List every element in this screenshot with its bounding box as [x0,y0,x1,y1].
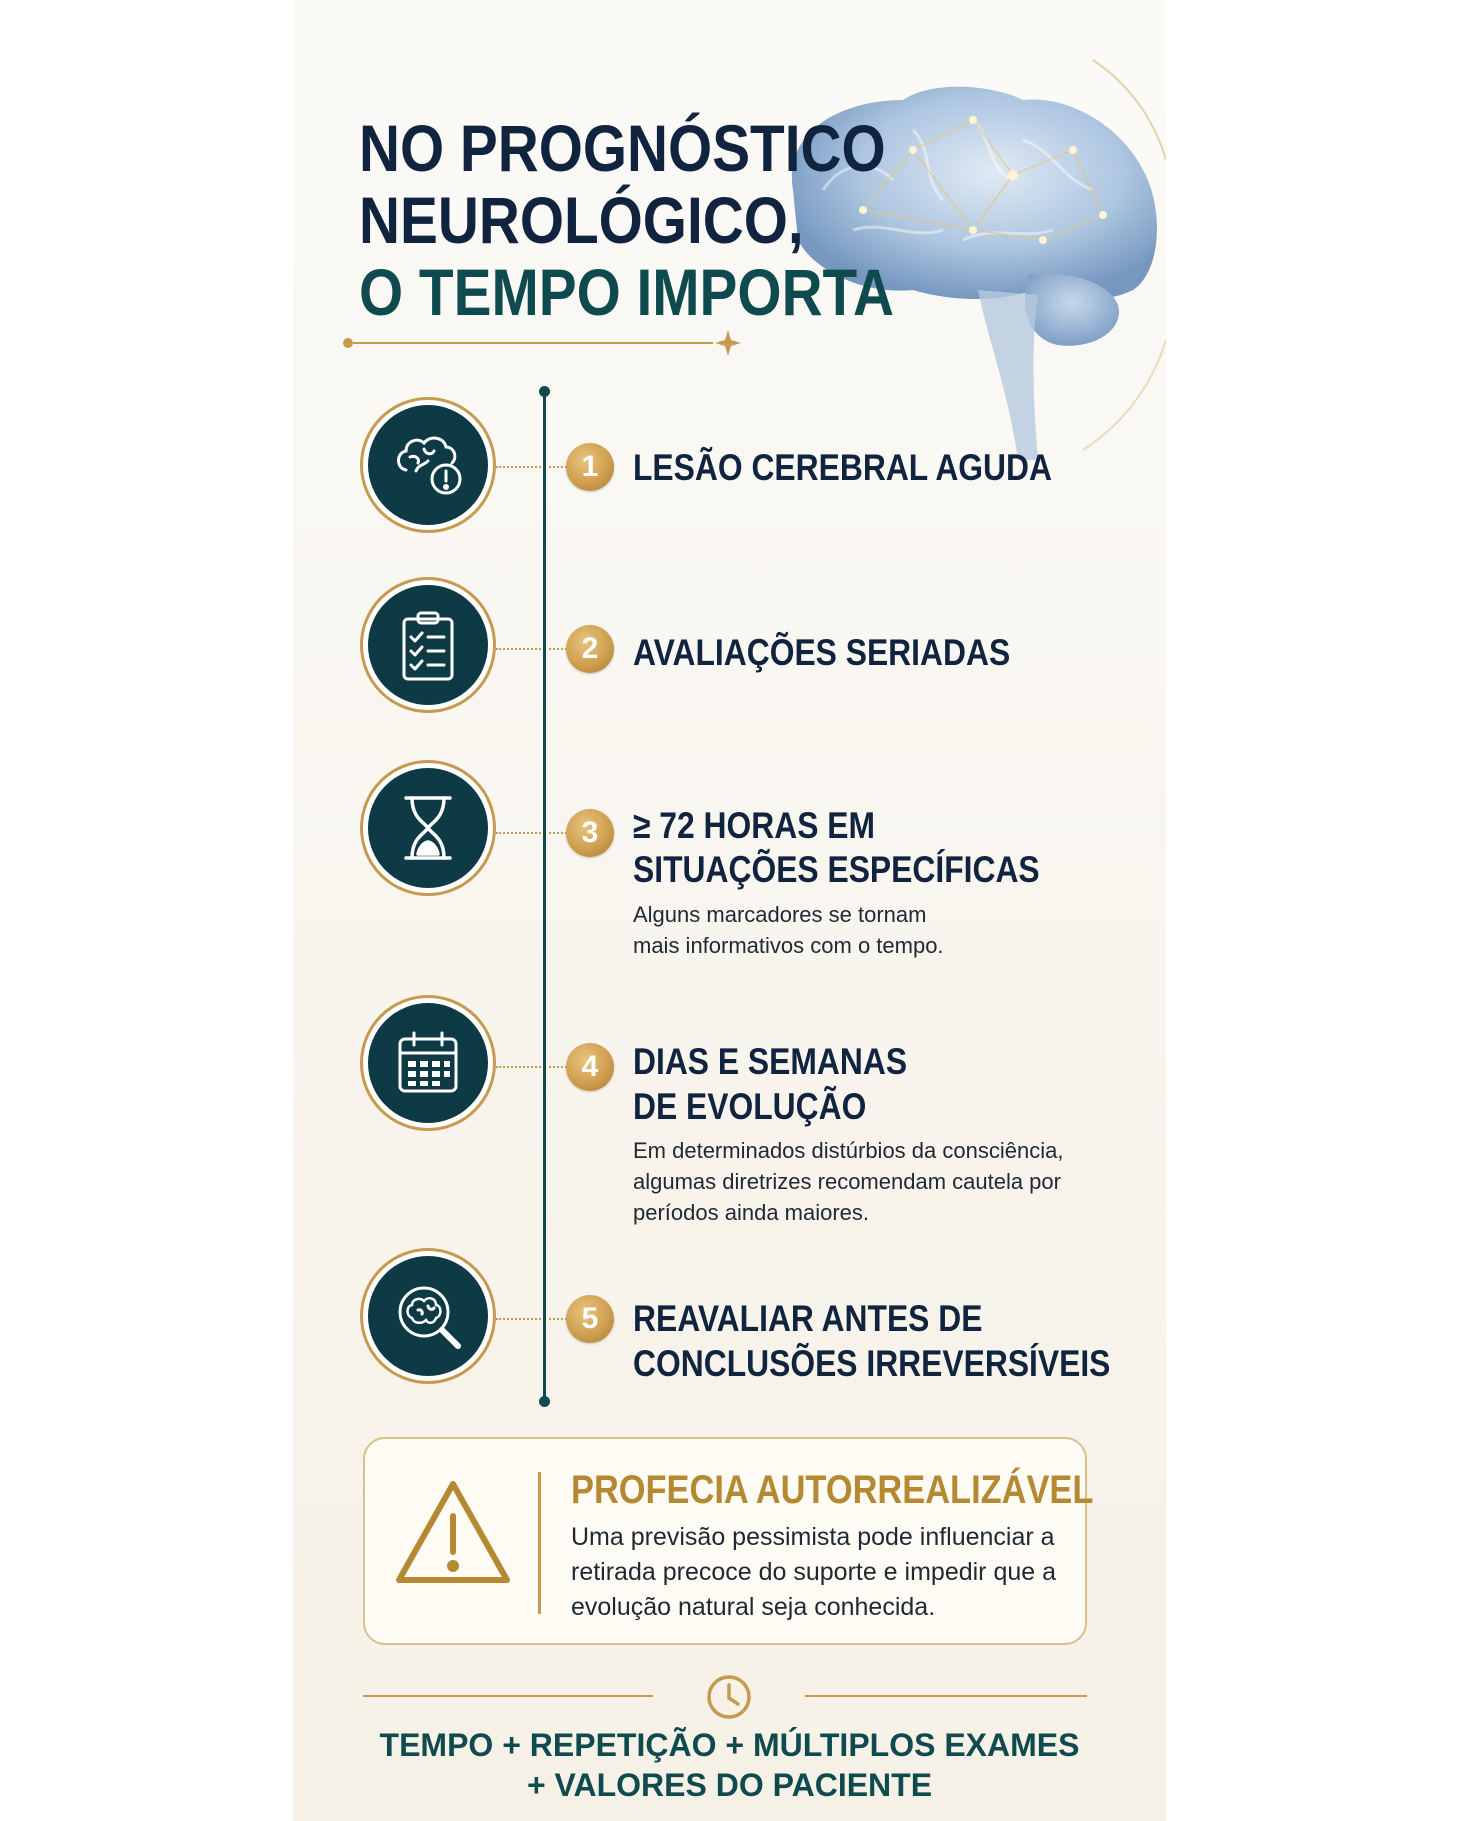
title-line-3: O TEMPO IMPORTA [359,255,895,329]
step-1-badge: 1 [566,443,614,491]
warning-line-2: retirada precoce do suporte e impedir que a [571,1558,1057,1586]
step-5-badge: 5 [566,1295,614,1343]
timeline-line [543,392,546,1402]
step-4-connector [496,1066,541,1068]
footer-line-2: + VALORES DO PACIENTE [526,1767,933,1803]
step-2-badge: 2 [566,625,614,673]
step-4-badge: 4 [566,1043,614,1091]
hourglass-icon [388,788,468,868]
timeline-bottom-dot [539,1396,550,1407]
step-4-connector-right [549,1066,567,1068]
warning-triangle-icon [393,1478,513,1588]
step-1-connector-right [549,466,567,468]
step-5-connector [496,1318,541,1320]
step-3-title-line-2: SITUAÇÕES ESPECÍFICAS [633,849,1040,890]
step-3-connector [496,832,541,834]
step-4-desc-line-2: algumas diretrizes recomendam cautela por [633,1169,1061,1194]
step-4-title-line-2: DE EVOLUÇÃO [633,1086,867,1127]
warning-title: PROFECIA AUTORREALIZÁVEL [571,1468,1094,1512]
step-3-desc-line-2: mais informativos com o tempo. [633,933,944,958]
calendar-icon [388,1023,468,1103]
warning-divider [538,1472,541,1614]
footer-line-1: TEMPO + REPETIÇÃO + MÚLTIPLOS EXAMES [379,1727,1080,1763]
step-5-title-line-2: CONCLUSÕES IRREVERSÍVEIS [633,1343,1111,1384]
clipboard-checklist-icon [388,605,468,685]
step-5-title-line-1: REAVALIAR ANTES DE [633,1298,983,1339]
title-line-1: NO PROGNÓSTICO [359,111,886,185]
warning-line-3: evolução natural seja conhecida. [571,1593,936,1621]
infographic-card [293,0,1166,1821]
step-5-icon-circle [360,1248,496,1384]
step-1-icon-circle [360,397,496,533]
step-3-desc-line-1: Alguns marcadores se tornam [633,902,927,927]
step-2-title: AVALIAÇÕES SERIADAS [633,632,1011,673]
step-2-icon-circle [360,577,496,713]
step-5-connector-right [549,1318,567,1320]
step-3-badge: 3 [566,809,614,857]
clock-icon [705,1673,753,1721]
step-2-connector [496,648,541,650]
step-4-icon-circle [360,995,496,1131]
warning-line-1: Uma previsão pessimista pode influenciar a [571,1523,1055,1551]
step-4-desc-line-3: períodos ainda maiores. [633,1200,870,1225]
step-3-icon-circle [360,760,496,896]
step-4-desc-line-1: Em determinados distúrbios da consciência, [633,1138,1064,1163]
step-4-title-line-1: DIAS E SEMANAS [633,1041,908,1082]
step-3-title-line-1: ≥ 72 HORAS EM [633,805,876,846]
title-divider [343,328,743,358]
timeline-top-dot [539,386,550,397]
step-2-connector-right [549,648,567,650]
title-line-2: NEUROLÓGICO, [359,183,804,257]
brain-alert-icon [388,425,468,505]
footer-divider-right [805,1695,1087,1697]
step-1-title: LESÃO CEREBRAL AGUDA [633,447,1052,488]
step-1-connector [496,466,541,468]
footer-divider-left [363,1695,653,1697]
step-3-connector-right [549,832,567,834]
brain-search-icon [388,1276,468,1356]
